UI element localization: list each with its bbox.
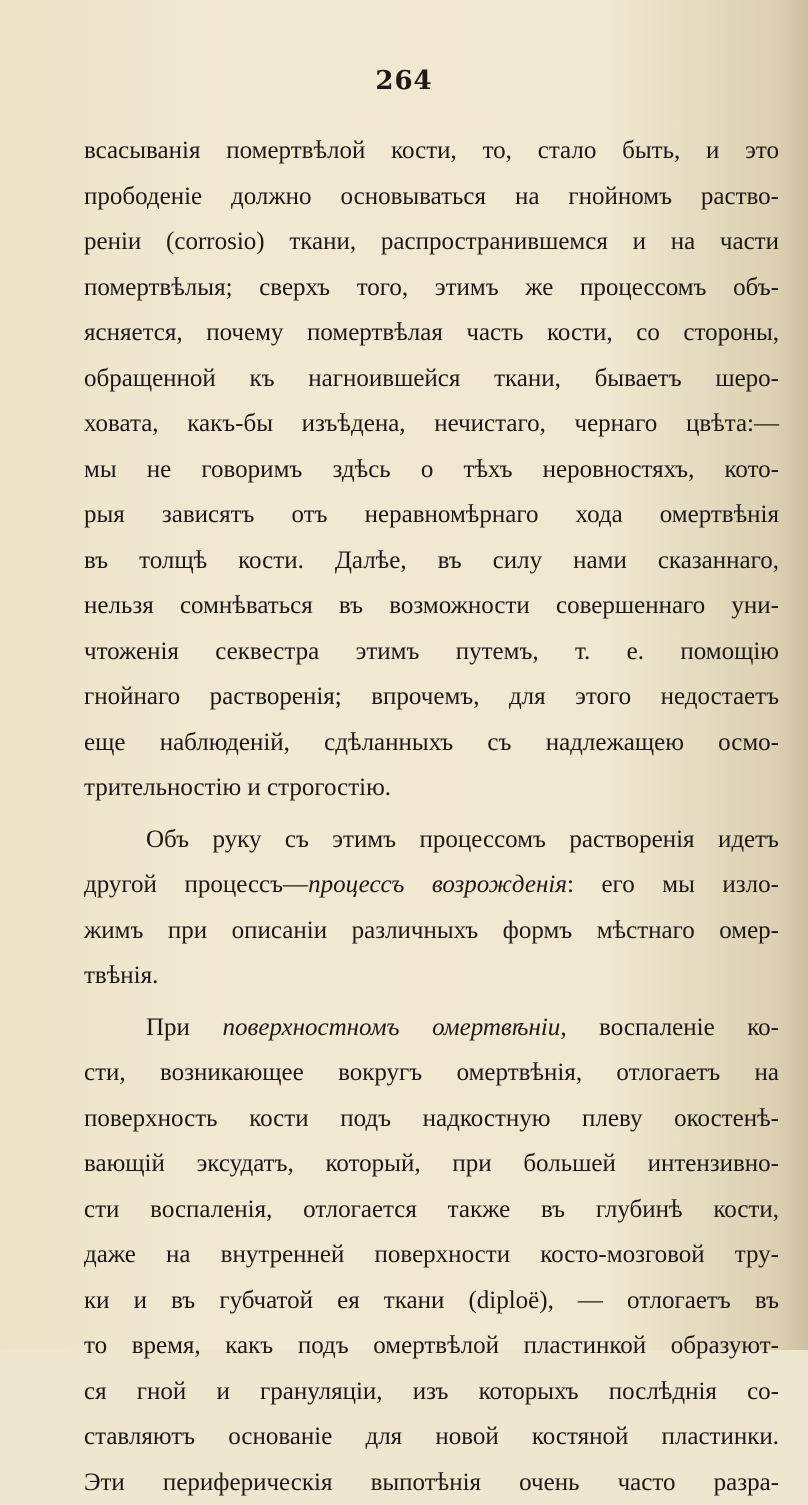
- text-line: прободеніе должно основываться на гнойномъ раство-: [84, 174, 779, 220]
- text-line: нельзя сомнѣваться въ возможности совершеннаго уни-: [84, 583, 779, 629]
- text-line: вающій эксудатъ, который, при большей интензивно-: [84, 1141, 779, 1187]
- text-line: поверхность кости подъ надкостную плеву окостенѣ-: [84, 1096, 779, 1142]
- text-line: мы не говоримъ здѣсь о тѣхъ неровностяхъ, кото-: [84, 447, 779, 493]
- text-span: другой процессъ—: [84, 871, 308, 898]
- paragraph-first-line: Объ руку съ этимъ процессомъ растворенія идетъ: [84, 817, 779, 863]
- text-line: ставляютъ основаніе для новой костяной пластинки.: [84, 1414, 779, 1460]
- text-line: Эти периферическія выпотѣнія очень часто разра-: [84, 1460, 779, 1505]
- text-line: [84, 862, 779, 908]
- text-line: твѣнія.: [84, 953, 779, 999]
- text-line: обращенной къ нагноившейся ткани, бываетъ шеро-: [84, 356, 779, 402]
- text-line: то время, какъ подъ омертвѣлой пластинкой образуют-: [84, 1323, 779, 1369]
- text-line: ясняется, почему помертвѣлая часть кости, со стороны,: [84, 310, 779, 356]
- paragraph-first-line: [84, 1005, 779, 1051]
- page-number: 264: [0, 66, 808, 96]
- text-line: реніи (corrosio) ткани, распространившемся и на части: [84, 219, 779, 265]
- text-line: трительностію и строгостію.: [84, 765, 779, 811]
- text-line: ки и въ губчатой ея ткани (diploë), — отлогаетъ въ: [84, 1278, 779, 1324]
- text-line: ховата, какъ-бы изъѣдена, нечистаго, чернаго цвѣта:—: [84, 401, 779, 447]
- text-line: сти, возникающее вокругъ омертвѣнія, отлогаетъ на: [84, 1050, 779, 1096]
- text-line: въ толщѣ кости. Далѣе, въ силу нами сказаннаго,: [84, 538, 779, 584]
- italic-term: процессъ возрожденія: [308, 871, 567, 898]
- text-line: помертвѣлыя; сверхъ того, этимъ же процессомъ объ-: [84, 265, 779, 311]
- text-span: При: [146, 1014, 223, 1041]
- text-line: гнойнаго растворенія; впрочемъ, для этого недостаетъ: [84, 674, 779, 720]
- text-line: даже на внутренней поверхности косто-мозговой тру-: [84, 1232, 779, 1278]
- text-line: всасыванія помертвѣлой кости, то, стало быть, и это: [84, 128, 779, 174]
- text-line: рыя зависятъ отъ неравномѣрнаго хода омертвѣнія: [84, 492, 779, 538]
- text-line: еще наблюденій, сдѣланныхъ съ надлежащею осмо-: [84, 720, 779, 766]
- italic-term: поверхностномъ омертвѣніи: [223, 1014, 561, 1041]
- text-span: , воспаленіе ко-: [560, 1014, 779, 1041]
- body-text: [84, 128, 779, 1505]
- text-line: ся гной и грануляціи, изъ которыхъ послѣднія со-: [84, 1369, 779, 1415]
- text-line: жимъ при описаніи различныхъ формъ мѣстнаго омер-: [84, 908, 779, 954]
- text-line: чтоженія секвестра этимъ путемъ, т. е. помощію: [84, 629, 779, 675]
- text-span: : его мы изло-: [567, 871, 779, 898]
- text-line: сти воспаленія, отлогается также въ глубинѣ кости,: [84, 1187, 779, 1233]
